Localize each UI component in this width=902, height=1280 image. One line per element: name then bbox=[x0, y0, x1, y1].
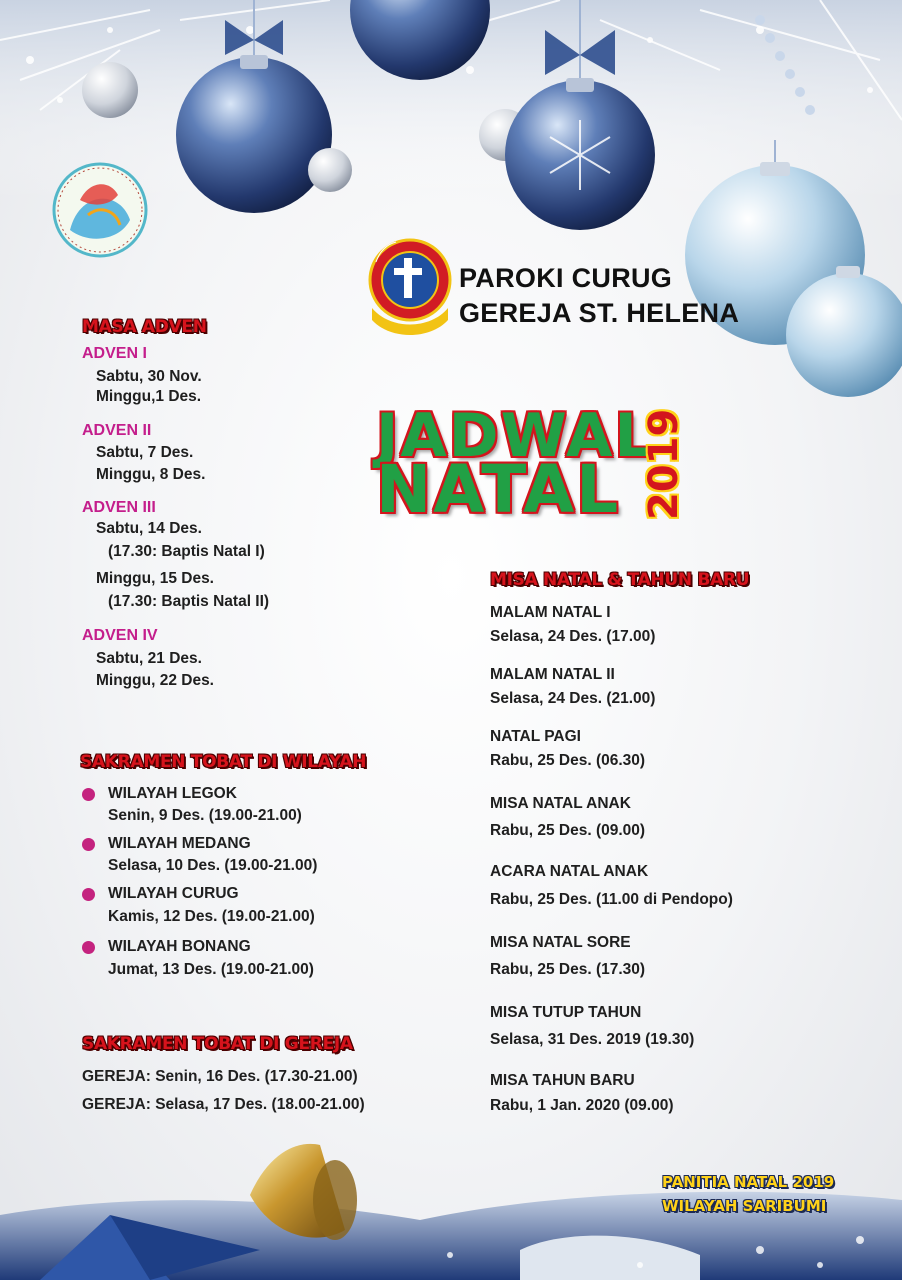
adven-4-label: ADVEN IV bbox=[82, 627, 158, 644]
committee-line-2: WILAYAH SARIBUMI bbox=[662, 1197, 827, 1215]
bullet-dot-icon bbox=[82, 788, 95, 801]
misa-item-time: Rabu, 25 Des. (06.30) bbox=[490, 752, 646, 769]
misa-item-time: Selasa, 24 Des. (17.00) bbox=[490, 628, 656, 645]
adven-4-line-1: Sabtu, 21 Des. bbox=[96, 650, 202, 667]
tobat-gereja-heading: SAKRAMEN TOBAT DI GEREJA bbox=[82, 1034, 353, 1054]
misa-item-time: Rabu, 1 Jan. 2020 (09.00) bbox=[490, 1097, 674, 1114]
adven-2-line-1: Sabtu, 7 Des. bbox=[96, 444, 194, 461]
misa-item-time: Rabu, 25 Des. (09.00) bbox=[490, 822, 646, 839]
wilayah-curug-time: Kamis, 12 Des. (19.00-21.00) bbox=[108, 908, 315, 925]
adven-heading: MASA ADVEN bbox=[82, 317, 207, 337]
wilayah-curug-name: WILAYAH CURUG bbox=[108, 885, 239, 902]
adven-1-label: ADVEN I bbox=[82, 345, 147, 362]
committee-line-1: PANITIA NATAL 2019 bbox=[662, 1173, 835, 1191]
title-year: 2019 bbox=[641, 408, 687, 520]
misa-item-name: MISA TAHUN BARU bbox=[490, 1072, 635, 1089]
wilayah-legok-name: WILAYAH LEGOK bbox=[108, 785, 237, 802]
misa-item-time: Rabu, 25 Des. (17.30) bbox=[490, 961, 646, 978]
misa-heading: MISA NATAL & TAHUN BARU bbox=[490, 570, 750, 590]
tobat-gereja-line-1: GEREJA: Senin, 16 Des. (17.30-21.00) bbox=[82, 1068, 358, 1085]
adven-3-label: ADVEN III bbox=[82, 499, 156, 516]
adven-1-line-1: Sabtu, 30 Nov. bbox=[96, 368, 202, 385]
misa-item-name: MALAM NATAL I bbox=[490, 604, 611, 621]
misa-item-time: Rabu, 25 Des. (11.00 di Pendopo) bbox=[490, 891, 733, 908]
bullet-dot-icon bbox=[82, 838, 95, 851]
adven-3-line-2: (17.30: Baptis Natal I) bbox=[108, 543, 265, 560]
misa-item-name: MISA NATAL SORE bbox=[490, 934, 631, 951]
misa-item-name: NATAL PAGI bbox=[490, 728, 581, 745]
wilayah-legok-time: Senin, 9 Des. (19.00-21.00) bbox=[108, 807, 302, 824]
misa-item-time: Selasa, 31 Des. 2019 (19.30) bbox=[490, 1031, 695, 1048]
title-natal: NATAL bbox=[376, 451, 621, 528]
church-name: GEREJA ST. HELENA bbox=[459, 298, 740, 328]
parish-name: PAROKI CURUG bbox=[459, 263, 673, 293]
tobat-gereja-line-2: GEREJA: Selasa, 17 Des. (18.00-21.00) bbox=[82, 1096, 365, 1113]
wilayah-bonang-time: Jumat, 13 Des. (19.00-21.00) bbox=[108, 961, 314, 978]
misa-item-time: Selasa, 24 Des. (21.00) bbox=[490, 690, 656, 707]
misa-item-name: MISA TUTUP TAHUN bbox=[490, 1004, 642, 1021]
title-jadwal: JADWAL bbox=[376, 401, 655, 471]
adven-3-line-1: Sabtu, 14 Des. bbox=[96, 520, 202, 537]
misa-item-name: MALAM NATAL II bbox=[490, 666, 615, 683]
bullet-dot-icon bbox=[82, 941, 95, 954]
misa-item-name: ACARA NATAL ANAK bbox=[490, 863, 649, 880]
wilayah-medang-time: Selasa, 10 Des. (19.00-21.00) bbox=[108, 857, 318, 874]
adven-4-line-2: Minggu, 22 Des. bbox=[96, 672, 214, 689]
wilayah-bonang-name: WILAYAH BONANG bbox=[108, 938, 251, 955]
wilayah-medang-name: WILAYAH MEDANG bbox=[108, 835, 251, 852]
misa-item-name: MISA NATAL ANAK bbox=[490, 795, 631, 812]
adven-1-line-2: Minggu,1 Des. bbox=[96, 388, 202, 405]
adven-3-line-4: (17.30: Baptis Natal II) bbox=[108, 593, 270, 610]
adven-2-line-2: Minggu, 8 Des. bbox=[96, 466, 206, 483]
adven-2-label: ADVEN II bbox=[82, 422, 152, 439]
bullet-dot-icon bbox=[82, 888, 95, 901]
adven-3-line-3: Minggu, 15 Des. bbox=[96, 570, 214, 587]
tobat-wilayah-heading: SAKRAMEN TOBAT DI WILAYAH bbox=[80, 752, 367, 772]
